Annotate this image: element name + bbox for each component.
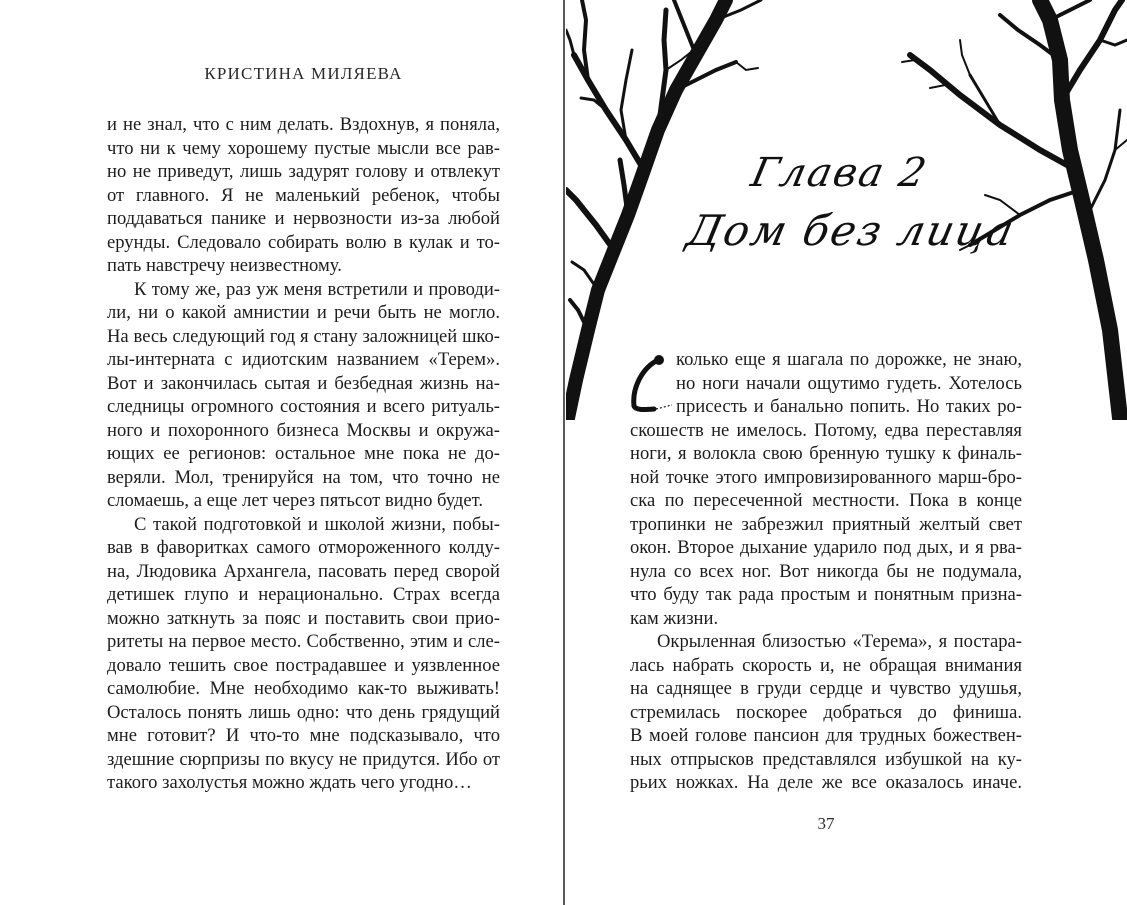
text-line: колько еще я шагала по дорожке, не знаю, bbox=[676, 349, 1022, 370]
text-line: тропинки не забрезжил приятный желтый свет bbox=[630, 513, 1022, 535]
chapter-heading bbox=[682, 148, 1020, 278]
text-line: ритеты на первое место. Собственно, этим и сле- bbox=[107, 631, 500, 652]
text-line: ли, ни о какой амнистии и речи быть не могло. bbox=[107, 302, 500, 323]
text-line: скошеств не имелось. Потому, едва переставляя bbox=[630, 419, 1022, 441]
text-line: но не приведут, лишь задурят голову и отвлекут bbox=[107, 161, 500, 182]
text-line: что ни к чему хорошему пустые мысли все рав- bbox=[107, 137, 500, 159]
text-line: можно заткнуть за пояс и поставить свои прио- bbox=[107, 607, 500, 629]
text-line: следницы огромного состояния и всего ритуаль- bbox=[107, 396, 500, 417]
text-line: ерунды. Следовало собирать волю в кулак и то- bbox=[107, 231, 500, 253]
text-line: лась набрать скорость и, не обращая внимания bbox=[630, 654, 1022, 676]
text-line: присесть и банально попить. Но таких ро- bbox=[676, 396, 1022, 417]
text-line: кам жизни. bbox=[630, 607, 719, 629]
text-line: ска по пересеченной местности. Пока в конце bbox=[630, 490, 1022, 511]
text-line: довало тешить свое пострадавшее и уязвленное bbox=[107, 654, 500, 676]
text-line: ной точке этого импровизированного марш-бро- bbox=[630, 466, 1022, 488]
text-line: На весь следующий год я стану заложницей шко- bbox=[107, 325, 500, 347]
text-line: детишек глупо и нерационально. Страх всегда bbox=[107, 584, 500, 605]
text-line: веряли. Мол, тренируйся на том, что точно не bbox=[107, 466, 500, 488]
left-page bbox=[0, 0, 563, 905]
left-page-body bbox=[107, 113, 500, 795]
text-line: на, Людовика Архангела, пасовать перед сворой bbox=[107, 560, 500, 582]
text-line: от главного. Я не маленький ребенок, чтобы bbox=[107, 184, 500, 206]
text-line: но ноги начали ощутимо гудеть. Хотелось bbox=[676, 372, 1022, 394]
text-line: Осталось понять лишь одно: что день грядущий bbox=[107, 701, 500, 723]
text-line: Вот и закончилась сытая и безбедная жизнь на- bbox=[107, 372, 500, 394]
text-line: такого захолустья можно ждать чего угодно… bbox=[107, 772, 472, 793]
text-line: ющих ее регионов: остальное мне пока не до- bbox=[107, 443, 500, 464]
text-line: С такой подготовкой и школой жизни, побы- bbox=[134, 513, 500, 535]
page-spine-divider bbox=[563, 0, 565, 905]
text-line: вав в фаворитках самого отмороженного колду- bbox=[107, 537, 500, 558]
text-line: ных отпрысков представлялся избушкой на ку- bbox=[630, 748, 1022, 770]
text-line: ного и похоронного бизнеса Москвы и окружа- bbox=[107, 419, 500, 441]
page-number: 37 bbox=[817, 814, 835, 833]
text-line: и не знал, что с ним делать. Вздохнув, я поняла, bbox=[107, 114, 500, 135]
text-line: К тому же, раз уж меня встретили и проводи- bbox=[134, 278, 500, 300]
right-page-body bbox=[630, 348, 1022, 795]
text-line: что буду так рада простым и понятным призна- bbox=[630, 584, 1022, 605]
text-line: Окрыленная близостью «Терема», я постара- bbox=[657, 631, 1022, 652]
text-line: ноги, я волокла свою бренную тушку к финаль- bbox=[630, 443, 1022, 464]
text-line: сломаешь, а еще лет через пятьсот видно будет. bbox=[107, 490, 484, 511]
text-line: мне готовит? И что-то мне подсказывало, что bbox=[107, 725, 500, 746]
text-line: на саднящее в груди сердце и чувство удушья, bbox=[630, 678, 1022, 699]
text-line: стремилась поскорее добраться до финиша. bbox=[630, 701, 1022, 723]
text-line: самолюбие. Мне необходимо как-то выживать! bbox=[107, 678, 500, 699]
chapter-title: Дом без лица bbox=[682, 206, 1020, 255]
text-line: лы-интерната с идиотским названием «Терем». bbox=[107, 349, 500, 370]
text-line: окон. Второе дыхание ударило под дых, и я рва- bbox=[630, 537, 1022, 558]
running-head-author: КРИСТИНА МИЛЯЕВА bbox=[204, 64, 403, 83]
chapter-label: Глава 2 bbox=[747, 150, 932, 196]
text-line: здешние сюрпризы по вкусу не придутся. Ибо от bbox=[107, 748, 500, 770]
text-line: поддаваться панике и нервозности из-за любой bbox=[107, 208, 500, 229]
text-line: В моей голове пансион для трудных божествен- bbox=[630, 725, 1022, 746]
text-line: нула со всех ног. Вот никогда бы не подумала, bbox=[630, 560, 1022, 582]
text-line: пать навстречу неизвестному. bbox=[107, 255, 342, 276]
text-line: рьих ножках. На деле же все оказалось иначе. bbox=[630, 772, 1022, 793]
